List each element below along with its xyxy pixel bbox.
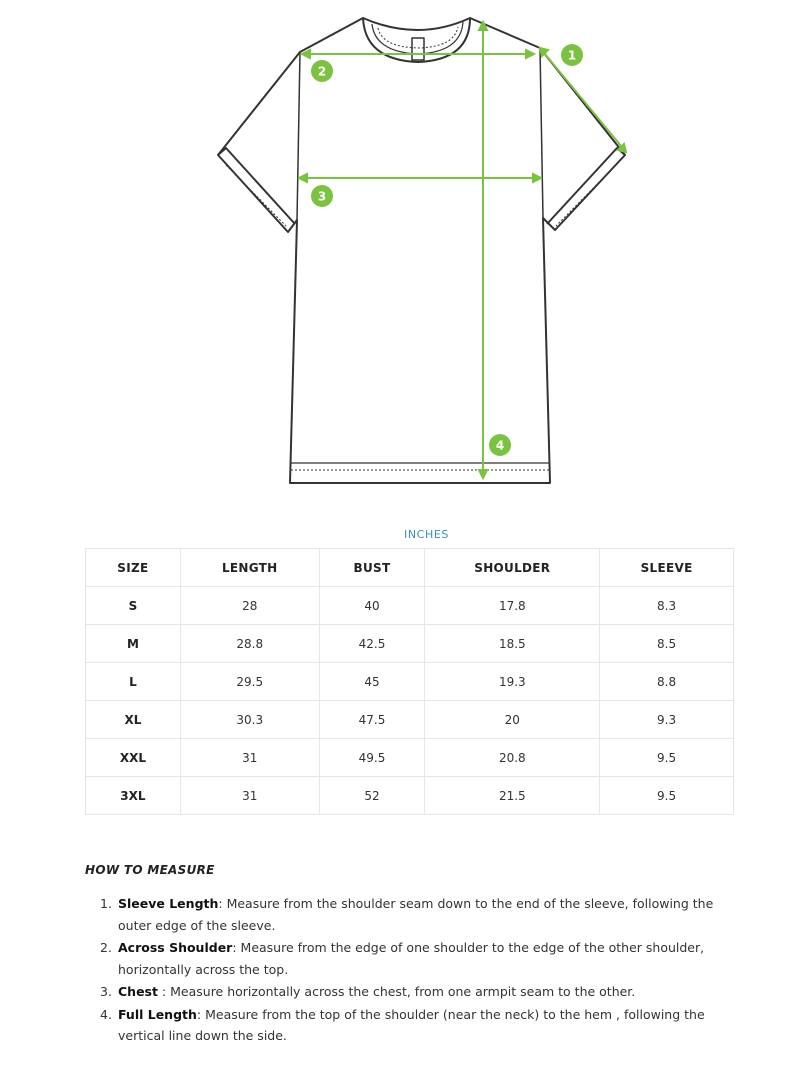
item-term: Full Length bbox=[118, 1006, 197, 1022]
shoulder-cell: 17.8 bbox=[425, 587, 600, 625]
size-cell: XL bbox=[86, 701, 181, 739]
item-text: : Measure from the edge of one shoulder to the edge of the other shoulder, horizontally across the top. bbox=[118, 940, 705, 977]
tshirt-outline bbox=[218, 18, 625, 483]
svg-text:3: 3 bbox=[317, 189, 327, 204]
item-text: : Measure horizontally across the chest, from one armpit seam to the other. bbox=[157, 984, 636, 999]
item-number: 4. bbox=[100, 1006, 112, 1022]
length-cell: 30.3 bbox=[180, 701, 319, 739]
header-size: SIZE bbox=[86, 549, 181, 587]
shoulder-cell: 20.8 bbox=[425, 739, 600, 777]
header-length: LENGTH bbox=[180, 549, 319, 587]
sleeve-cell: 9.5 bbox=[600, 777, 734, 815]
bust-cell: 45 bbox=[319, 663, 425, 701]
length-cell: 28 bbox=[180, 587, 319, 625]
item-number: 3. bbox=[100, 984, 112, 999]
bust-cell: 42.5 bbox=[319, 625, 425, 663]
sleeve-cell: 9.3 bbox=[600, 701, 734, 739]
item-term: Chest bbox=[118, 984, 158, 999]
how-to-measure-list bbox=[100, 893, 720, 1048]
how-to-measure-heading: HOW TO MEASURE bbox=[85, 863, 215, 877]
item-text: : Measure from the top of the shoulder (near the neck) to the hem , following the vertical line down the side. bbox=[118, 1006, 705, 1043]
table-row bbox=[86, 777, 734, 815]
marker-4 bbox=[489, 434, 511, 456]
svg-text:4: 4 bbox=[495, 438, 505, 453]
tshirt-diagram bbox=[0, 0, 800, 500]
item-number: 2. bbox=[100, 940, 112, 955]
length-cell: 31 bbox=[180, 739, 319, 777]
sleeve-cell: 8.3 bbox=[600, 587, 734, 625]
marker-2 bbox=[311, 60, 333, 82]
table-header-row bbox=[86, 549, 734, 587]
sleeve-cell: 9.5 bbox=[600, 739, 734, 777]
shoulder-cell: 19.3 bbox=[425, 663, 600, 701]
svg-text:2: 2 bbox=[317, 64, 327, 79]
table-row bbox=[86, 663, 734, 701]
item-term: Across Shoulder bbox=[118, 940, 233, 955]
table-row bbox=[86, 625, 734, 663]
unit-label: INCHES bbox=[404, 528, 449, 541]
table-row bbox=[86, 701, 734, 739]
marker-1 bbox=[561, 44, 583, 66]
size-cell: S bbox=[86, 587, 181, 625]
size-chart-table bbox=[85, 548, 734, 815]
shoulder-cell: 21.5 bbox=[425, 777, 600, 815]
length-cell: 29.5 bbox=[180, 663, 319, 701]
bust-cell: 49.5 bbox=[319, 739, 425, 777]
size-cell: M bbox=[86, 625, 181, 663]
bust-cell: 52 bbox=[319, 777, 425, 815]
svg-text:1: 1 bbox=[567, 48, 577, 63]
item-text: : Measure from the shoulder seam down to the end of the sleeve, following the outer edge of the sleeve. bbox=[118, 896, 714, 933]
table-row bbox=[86, 587, 734, 625]
list-item bbox=[100, 981, 720, 1003]
item-term: Sleeve Length bbox=[118, 896, 219, 911]
header-bust: BUST bbox=[319, 549, 425, 587]
item-number: 1. bbox=[100, 896, 112, 911]
header-sleeve: SLEEVE bbox=[600, 549, 734, 587]
list-item bbox=[100, 937, 720, 980]
size-cell: L bbox=[86, 663, 181, 701]
table-row bbox=[86, 739, 734, 777]
list-item bbox=[100, 1004, 720, 1047]
list-item bbox=[100, 893, 720, 936]
length-cell: 31 bbox=[180, 777, 319, 815]
header-shoulder: SHOULDER bbox=[425, 549, 600, 587]
bust-cell: 40 bbox=[319, 587, 425, 625]
shoulder-cell: 18.5 bbox=[425, 625, 600, 663]
size-cell: XXL bbox=[86, 739, 181, 777]
shoulder-cell: 20 bbox=[425, 701, 600, 739]
sleeve-cell: 8.5 bbox=[600, 625, 734, 663]
measurement-arrows bbox=[299, 22, 626, 478]
sleeve-cell: 8.8 bbox=[600, 663, 734, 701]
marker-3 bbox=[311, 185, 333, 207]
size-cell: 3XL bbox=[86, 777, 181, 815]
bust-cell: 47.5 bbox=[319, 701, 425, 739]
length-cell: 28.8 bbox=[180, 625, 319, 663]
